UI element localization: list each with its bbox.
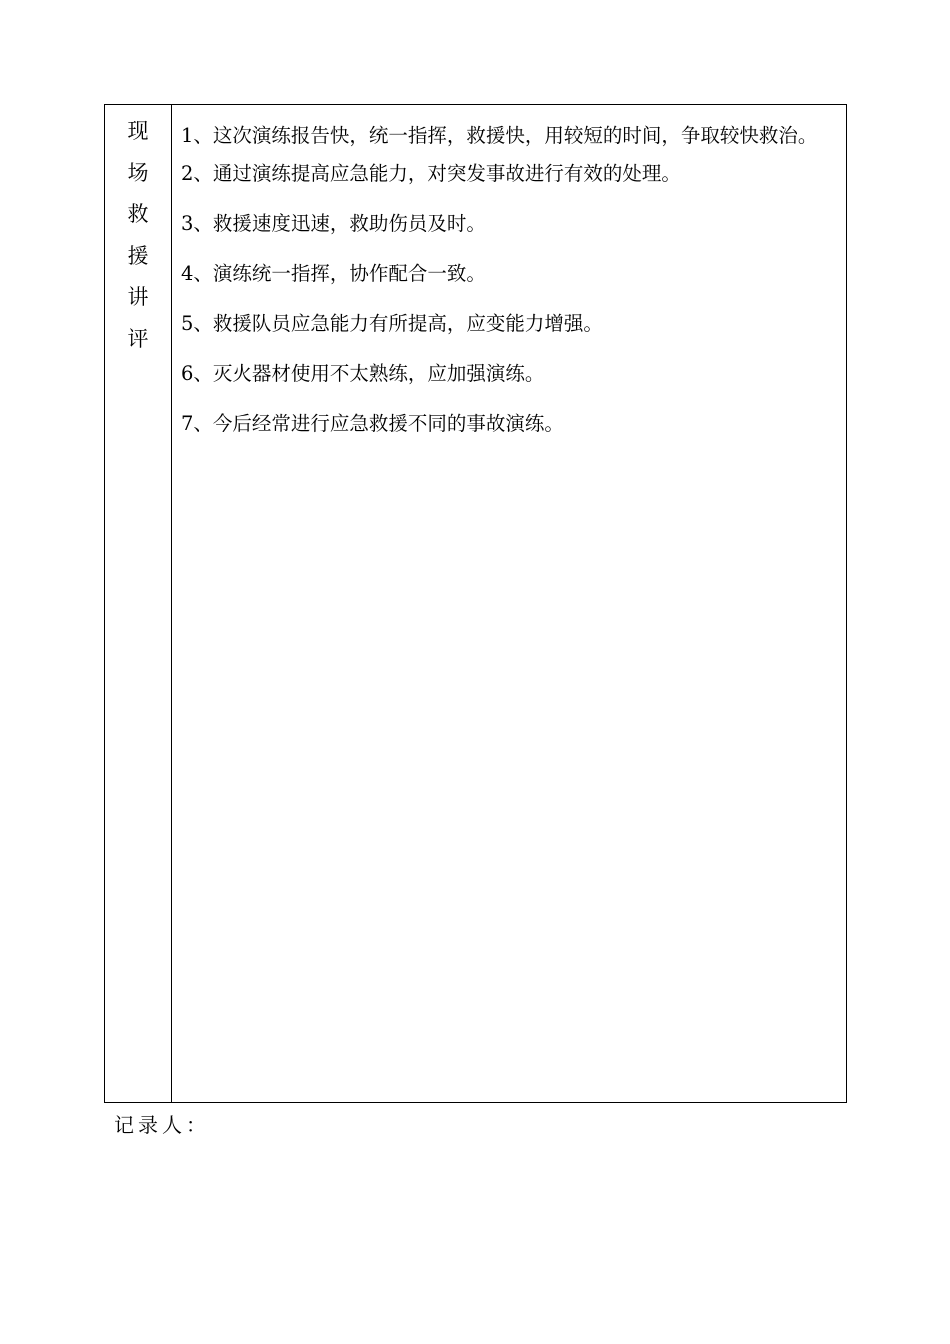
review-item-7: 7、今后经常进行应急救援不同的事故演练。 — [181, 412, 564, 435]
review-item-2: 2、通过演练提高应急能力，对突发事故进行有效的处理。 — [181, 162, 681, 185]
review-item-3: 3、救援速度迅速，救助伤员及时。 — [181, 212, 486, 235]
section-label-char: 救 — [127, 202, 149, 226]
section-label-char: 援 — [127, 243, 149, 268]
section-label-char: 场 — [127, 160, 149, 185]
recorder-label: 记录人： — [114, 1113, 210, 1137]
review-item-4: 4、演练统一指挥，协作配合一致。 — [181, 262, 486, 285]
column-divider — [171, 105, 172, 1102]
review-table — [104, 104, 847, 1103]
review-item-6: 6、灭火器材使用不太熟练，应加强演练。 — [181, 362, 545, 385]
section-label-char: 讲 — [127, 285, 149, 309]
section-label-char: 评 — [127, 326, 149, 351]
review-item-1: 1、这次演练报告快，统一指挥，救援快，用较短的时间，争取较快救治。 — [181, 124, 818, 147]
review-content — [181, 111, 841, 461]
review-item-5: 5、救援队员应急能力有所提高，应变能力增强。 — [181, 312, 603, 335]
section-label — [105, 111, 171, 360]
section-label-char: 现 — [127, 119, 149, 143]
